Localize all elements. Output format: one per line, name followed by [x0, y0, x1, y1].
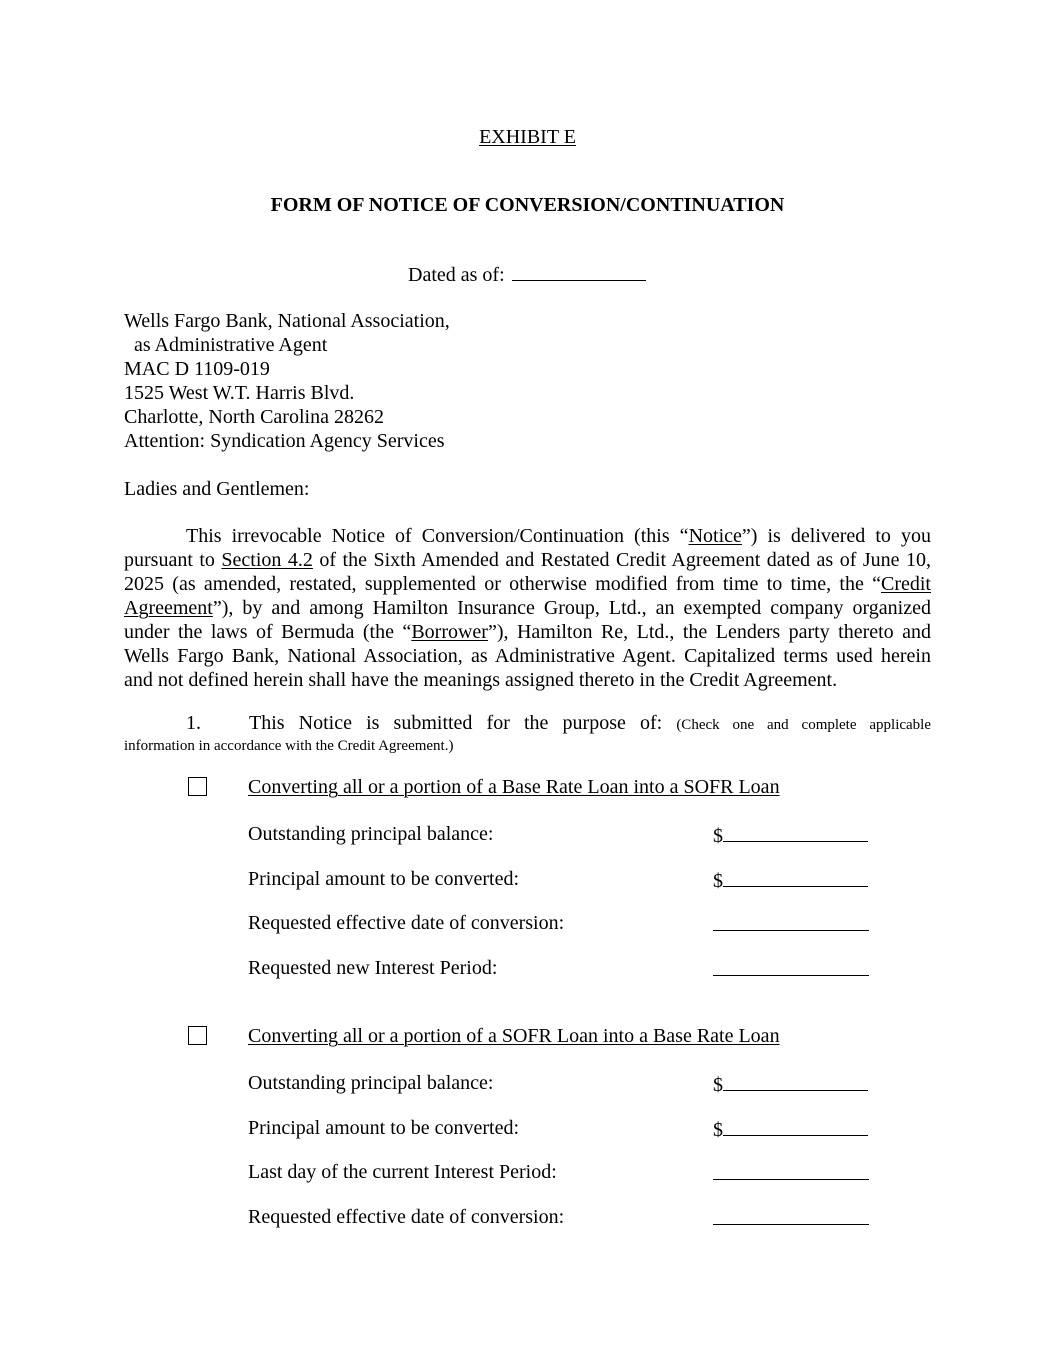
dated-input[interactable]	[512, 261, 646, 281]
address-line: Charlotte, North Carolina 28262	[124, 406, 384, 428]
paragraph-line: and not defined herein shall have the meanings assigned thereto in the Credit Agreement.	[124, 669, 838, 691]
section-reference: Section 4.2	[221, 549, 313, 571]
option-title: Converting all or a portion of a Base Rate Loan into a SOFR Loan	[248, 776, 780, 798]
exhibit-title: EXHIBIT E	[479, 126, 576, 148]
salutation: Ladies and Gentlemen:	[124, 478, 310, 500]
item-note-line: information in accordance with the Credit Agreement.)	[124, 738, 454, 754]
field-value: $	[713, 822, 868, 848]
address-line: 1525 West W.T. Harris Blvd.	[124, 382, 355, 404]
form-title: FORM OF NOTICE OF CONVERSION/CONTINUATION	[270, 194, 785, 216]
field-input[interactable]	[723, 867, 868, 887]
field-input[interactable]	[723, 822, 868, 842]
field-label: Last day of the current Interest Period:	[248, 1161, 557, 1183]
item-1	[124, 711, 931, 756]
item-text: This Notice is submitted for the purpose of:	[249, 712, 663, 734]
option-title: Converting all or a portion of a SOFR Loan into a Base Rate Loan	[248, 1025, 780, 1047]
field-input[interactable]	[723, 1071, 868, 1091]
address-line: Wells Fargo Bank, National Association,	[124, 310, 450, 332]
intro-paragraph	[124, 524, 931, 692]
field-input[interactable]	[713, 1205, 869, 1225]
dated-line	[408, 261, 646, 287]
field-input[interactable]	[723, 1116, 868, 1136]
field-input[interactable]	[713, 956, 869, 976]
defined-term-agreement: Agreement	[124, 597, 213, 619]
defined-term-notice: Notice	[688, 525, 742, 547]
address-line: Attention: Syndication Agency Services	[124, 430, 445, 452]
field-label: Principal amount to be converted:	[248, 868, 520, 890]
field-label: Requested effective date of conversion:	[248, 1206, 565, 1228]
address-line: as Administrative Agent	[134, 334, 328, 356]
option-checkbox[interactable]	[188, 1026, 207, 1045]
field-label: Outstanding principal balance:	[248, 823, 494, 845]
field-label: Requested new Interest Period:	[248, 957, 498, 979]
paragraph-line: pursuant to Section 4.2 of the Sixth Amended and Restated Credit Agreement dated as of June 10,	[124, 549, 932, 571]
defined-term-credit: Credit	[881, 573, 931, 595]
defined-term-borrower: Borrower	[411, 621, 488, 643]
field-value	[713, 1160, 869, 1186]
field-label: Principal amount to be converted:	[248, 1117, 520, 1139]
paragraph-line: Wells Fargo Bank, National Association, as Administrative Agent. Capitalized terms used herein	[124, 645, 931, 667]
field-value: $	[713, 867, 868, 893]
item-1-line	[124, 711, 931, 737]
address-line: MAC D 1109-019	[124, 358, 270, 380]
item-note: (Check one and complete applicable	[676, 717, 932, 733]
paragraph-line: Agreement”), by and among Hamilton Insurance Group, Ltd., an exempted company organized	[124, 597, 931, 619]
field-value: $	[713, 1116, 868, 1142]
paragraph-line: This irrevocable Notice of Conversion/Continuation (this “Notice”) is delivered to you	[186, 525, 932, 547]
field-value	[713, 911, 869, 937]
field-value: $	[713, 1071, 868, 1097]
paragraph-line: under the laws of Bermuda (the “Borrower”), Hamilton Re, Ltd., the Lenders party thereto and	[124, 621, 932, 643]
field-input[interactable]	[713, 1160, 869, 1180]
field-input[interactable]	[713, 911, 869, 931]
field-label: Outstanding principal balance:	[248, 1072, 494, 1094]
option-checkbox[interactable]	[188, 777, 207, 796]
paragraph-line: 2025 (as amended, restated, supplemented or otherwise modified from time to time, the “Credit	[124, 573, 931, 595]
dated-label: Dated as of:	[408, 264, 505, 286]
field-value	[713, 1205, 869, 1231]
item-number: 1.	[186, 712, 201, 734]
field-label: Requested effective date of conversion:	[248, 912, 565, 934]
field-value	[713, 956, 869, 982]
